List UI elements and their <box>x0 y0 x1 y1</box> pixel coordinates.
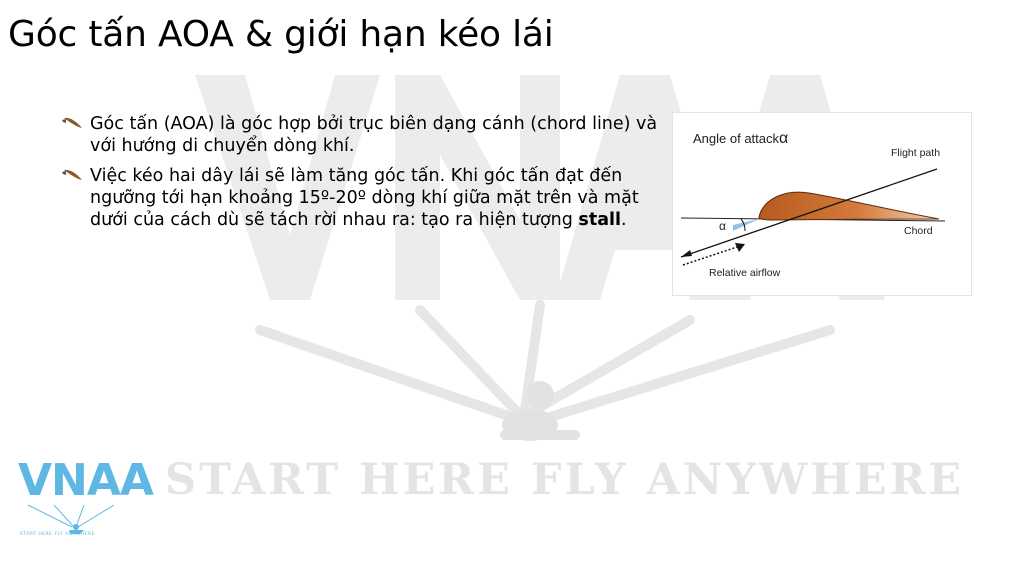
angle-of-attack-diagram <box>672 112 972 296</box>
airfoil-shape <box>759 192 939 220</box>
angle-of-attack-label <box>693 130 788 148</box>
vnaa-logo <box>14 455 153 545</box>
alpha-angle-label: α <box>719 219 726 233</box>
bullet-text-end: . <box>621 210 627 230</box>
page-title: Góc tấn AOA & giới hạn kéo lái <box>8 14 554 55</box>
chord-label: Chord <box>904 225 933 237</box>
bullet-text: Góc tấn (AOA) là góc hợp bởi trục biên dạng cánh (chord line) và với hướng di chuyển dòng khí. <box>90 114 658 156</box>
wing-bullet-icon <box>60 167 86 183</box>
logo-text: VNAA <box>18 455 153 506</box>
bullet-list <box>60 113 660 239</box>
relative-airflow-label: Relative airflow <box>709 267 781 279</box>
bullet-text: Việc kéo hai dây lái sẽ làm tăng góc tấn. Khi góc tấn đạt đến ngưỡng tới hạn khoảng 15º-20º dòng khí giữa mặt trên và mặt dưới của cách dù sẽ tách rời nhau ra: tạo ra hiện tượng <box>90 166 639 230</box>
watermark-tagline: START HERE FLY ANYWHERE <box>165 455 965 505</box>
alpha-symbol: α <box>779 130 789 147</box>
logo-subtext: START HERE FLY ANYWHERE <box>20 532 95 537</box>
bullet-item <box>60 165 660 231</box>
bullet-bold-text: stall <box>578 210 622 230</box>
flight-path-label: Flight path <box>891 147 941 159</box>
wing-bullet-icon <box>60 115 86 131</box>
angle-of-attack-text: Angle of attack <box>693 131 779 146</box>
bullet-item <box>60 113 660 157</box>
